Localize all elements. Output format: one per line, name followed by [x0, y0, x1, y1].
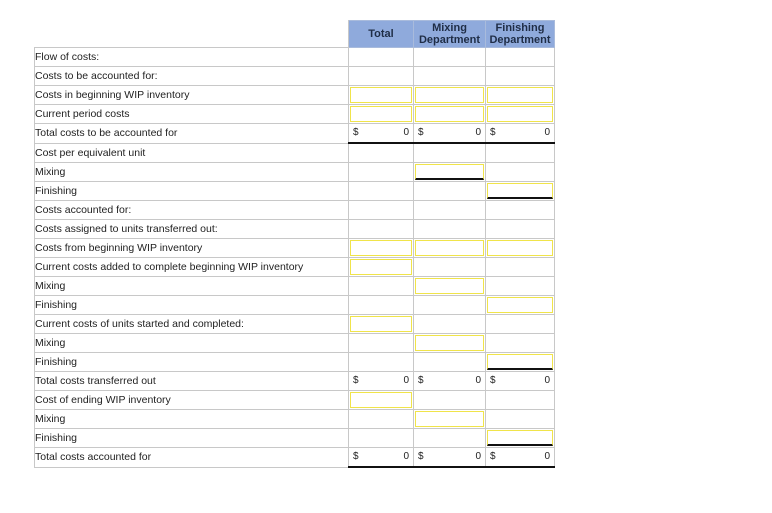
label-cpeu-finishing: Finishing	[35, 182, 349, 201]
row-total-to-account	[35, 124, 555, 144]
row-ca-mixing	[35, 277, 555, 296]
total-to-account-mixing: $ 0	[414, 124, 486, 144]
input-beginning-wip-total[interactable]	[350, 87, 412, 103]
row-assigned-transferred	[35, 220, 555, 239]
input-ca-finishing[interactable]	[487, 297, 553, 313]
row-started-completed	[35, 315, 555, 334]
header-finishing: Finishing Department	[486, 21, 555, 48]
row-current-period	[35, 105, 555, 124]
total-transferred-finishing: $ 0	[486, 372, 555, 391]
total-accounted-total: $ 0	[349, 448, 414, 468]
label-sc-mixing: Mixing	[35, 334, 349, 353]
label-ending-wip: Cost of ending WIP inventory	[35, 391, 349, 410]
label-ew-mixing: Mixing	[35, 410, 349, 429]
input-from-beginning-wip-finishing[interactable]	[487, 240, 553, 256]
row-cpeu-mixing	[35, 163, 555, 182]
label-ew-finishing: Finishing	[35, 429, 349, 448]
row-sc-finishing	[35, 353, 555, 372]
total-accounted-mixing: $ 0	[414, 448, 486, 468]
total-to-account-total: $ 0	[349, 124, 414, 144]
label-current-added: Current costs added to complete beginning WIP inventory	[35, 258, 349, 277]
header-total: Total	[349, 21, 414, 48]
row-beginning-wip	[35, 86, 555, 105]
input-cpeu-mixing[interactable]	[415, 164, 484, 180]
label-flow-of-costs: Flow of costs:	[35, 48, 349, 67]
input-current-period-mixing[interactable]	[415, 106, 484, 122]
cost-flow-table	[34, 20, 555, 468]
row-cpeu-finishing	[35, 182, 555, 201]
header-mixing: Mixing Department	[414, 21, 486, 48]
total-to-account-finishing: $ 0	[486, 124, 555, 144]
row-ending-wip	[35, 391, 555, 410]
label-to-be-accounted-for: Costs to be accounted for:	[35, 67, 349, 86]
header-row	[35, 21, 555, 48]
input-sc-mixing[interactable]	[415, 335, 484, 351]
input-from-beginning-wip-total[interactable]	[350, 240, 412, 256]
row-flow-of-costs	[35, 48, 555, 67]
row-total-transferred	[35, 372, 555, 391]
label-assigned-transferred: Costs assigned to units transferred out:	[35, 220, 349, 239]
row-cost-per-eu	[35, 143, 555, 163]
total-transferred-total: $ 0	[349, 372, 414, 391]
input-ew-mixing[interactable]	[415, 411, 484, 427]
label-ca-finishing: Finishing	[35, 296, 349, 315]
input-beginning-wip-mixing[interactable]	[415, 87, 484, 103]
input-current-period-finishing[interactable]	[487, 106, 553, 122]
input-ending-wip-total[interactable]	[350, 392, 412, 408]
label-total-accounted: Total costs accounted for	[35, 448, 349, 468]
input-sc-finishing[interactable]	[487, 354, 553, 370]
row-ca-finishing	[35, 296, 555, 315]
label-accounted-for: Costs accounted for:	[35, 201, 349, 220]
row-from-beginning-wip	[35, 239, 555, 258]
input-started-completed-total[interactable]	[350, 316, 412, 332]
input-cpeu-finishing[interactable]	[487, 183, 553, 199]
label-beginning-wip: Costs in beginning WIP inventory	[35, 86, 349, 105]
label-current-period: Current period costs	[35, 105, 349, 124]
label-from-beginning-wip: Costs from beginning WIP inventory	[35, 239, 349, 258]
row-ew-mixing	[35, 410, 555, 429]
label-total-transferred: Total costs transferred out	[35, 372, 349, 391]
row-to-be-accounted-for	[35, 67, 555, 86]
total-transferred-mixing: $ 0	[414, 372, 486, 391]
input-beginning-wip-finishing[interactable]	[487, 87, 553, 103]
row-sc-mixing	[35, 334, 555, 353]
row-total-accounted	[35, 448, 555, 468]
row-ew-finishing	[35, 429, 555, 448]
label-sc-finishing: Finishing	[35, 353, 349, 372]
label-cpeu-mixing: Mixing	[35, 163, 349, 182]
row-accounted-for	[35, 201, 555, 220]
input-ca-mixing[interactable]	[415, 278, 484, 294]
label-started-completed: Current costs of units started and completed:	[35, 315, 349, 334]
label-ca-mixing: Mixing	[35, 277, 349, 296]
label-total-to-account: Total costs to be accounted for	[35, 124, 349, 144]
blank-header	[35, 21, 349, 48]
row-current-added	[35, 258, 555, 277]
input-current-period-total[interactable]	[350, 106, 412, 122]
label-cost-per-eu: Cost per equivalent unit	[35, 143, 349, 163]
input-from-beginning-wip-mixing[interactable]	[415, 240, 484, 256]
input-current-added-total[interactable]	[350, 259, 412, 275]
total-accounted-finishing: $ 0	[486, 448, 555, 468]
input-ew-finishing[interactable]	[487, 430, 553, 446]
